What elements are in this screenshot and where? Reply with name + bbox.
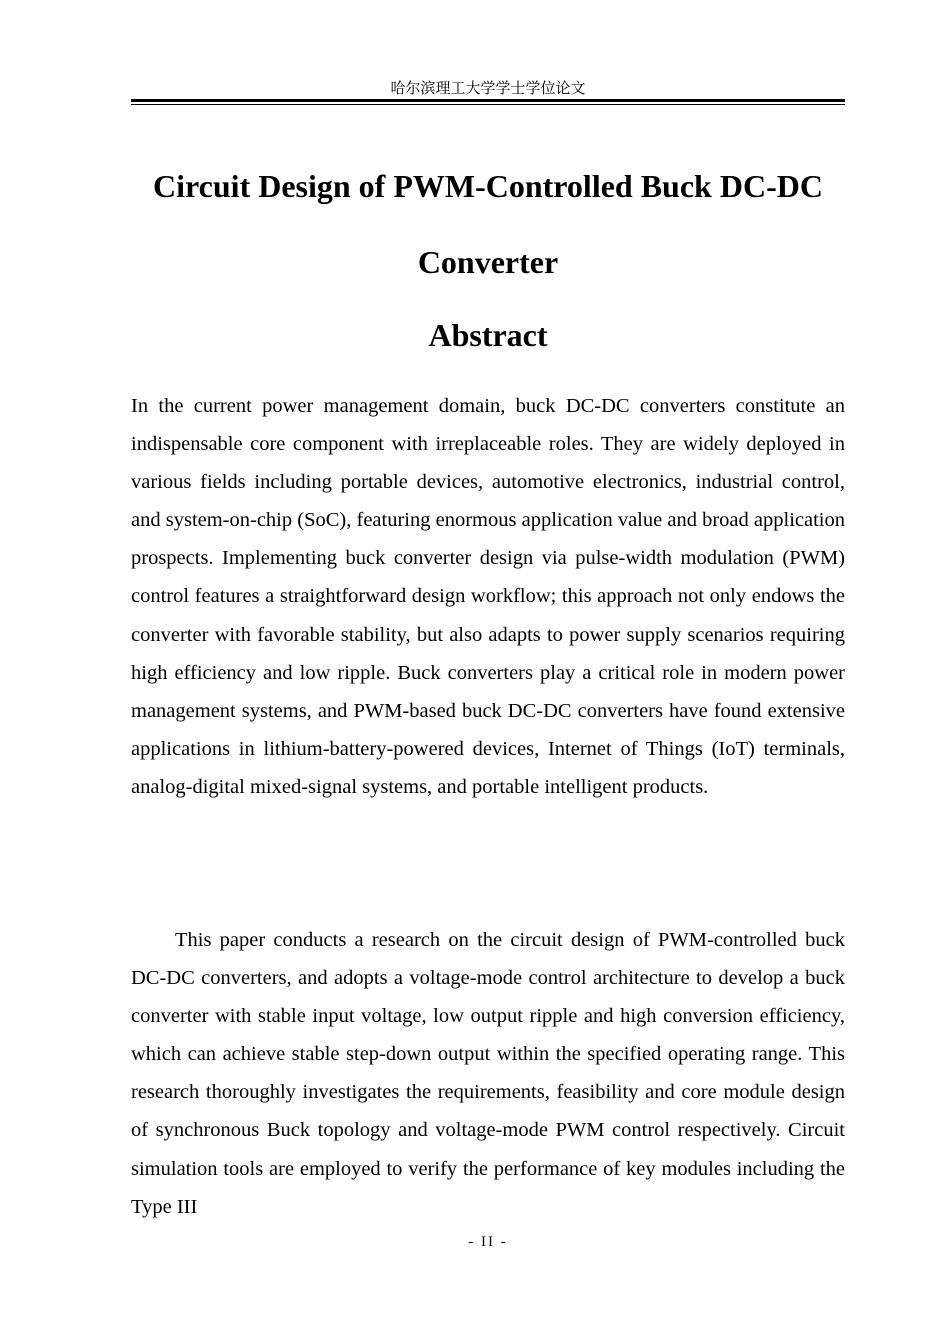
- header-rule-thick: [131, 99, 845, 102]
- paper-title: Circuit Design of PWM-Controlled Buck DC-DC Converter: [153, 168, 823, 280]
- page-number: - II -: [468, 1234, 508, 1250]
- abstract-paragraph-1: In the current power management domain, buck DC-DC converters constitute an indispensable core component with irreplaceable roles. They are widely deployed in various fields including portable devices, automotive electronics, industrial control, and system-on-chip (SoC), featuring enormous application value and broad application prospects. Implementing buck converter design via pulse-width modulation (PWM) control features a straightforward design workflow; this approach not only endows the converter with favorable stability, but also adapts to power supply scenarios requiring high efficiency and low ripple. Buck converters play a critical role in modern power management systems, and PWM-based buck DC-DC converters have found extensive applications in lithium-battery-powered devices, Internet of Things (IoT) terminals, analog-digital mixed-signal systems, and portable intelligent products.: [131, 395, 845, 798]
- header-rule-thin: [131, 104, 845, 105]
- abstract-paragraph-2: This paper conducts a research on the circuit design of PWM-controlled buck DC-DC converters, and adopts a voltage-mode control architecture to develop a buck converter with stable input voltage, low output ripple and high conversion efficiency, which can achieve stable step-down output within the specified operating range. This research thoroughly investigates the requirements, feasibility and core module design of synchronous Buck topology and voltage-mode PWM control respectively. Circuit simulation tools are employed to verify the performance of key modules including the Type III: [131, 929, 845, 1218]
- running-header: 哈尔滨理工大学学士学位论文: [390, 79, 586, 97]
- abstract-heading: Abstract: [428, 317, 548, 353]
